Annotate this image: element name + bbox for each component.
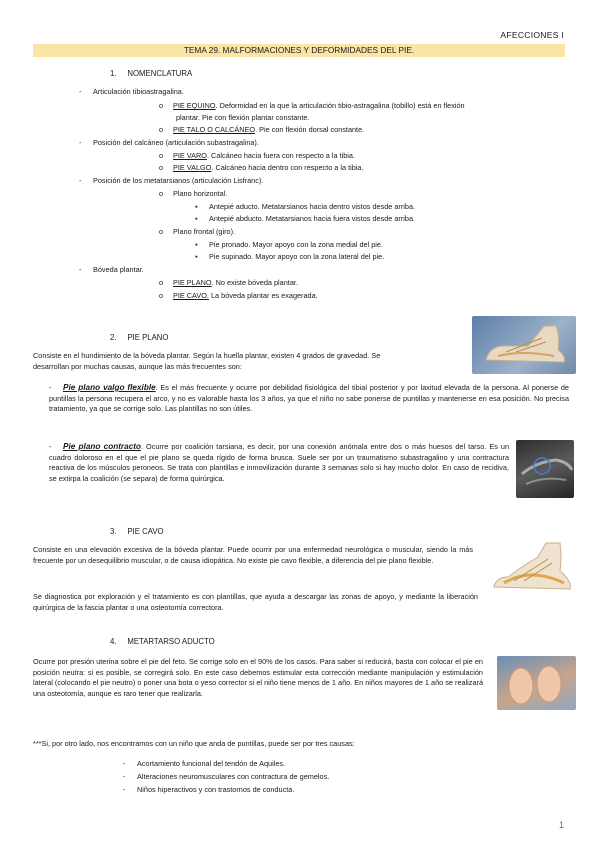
section-heading-pie-plano: 2. PIE PLANO [110, 333, 169, 342]
section-heading-pie-cavo: 3. PIE CAVO [110, 527, 164, 536]
list-item: o PIE CAVO. La bóveda plantar es exagerada. [159, 291, 318, 300]
dash-bullet-icon: - [79, 265, 82, 274]
list-item-continuation: plantar. Pie con flexión plantar constante. [176, 113, 310, 122]
dash-bullet-icon: - [49, 442, 52, 451]
list-item: o PIE TALO O CALCÁNEO. Pie con flexión dorsal constante. [159, 125, 365, 134]
dash-bullet-icon: - [123, 759, 126, 768]
circle-bullet-icon: o [159, 125, 164, 134]
list-item: o PIE VARO. Calcáneo hacia fuera con respecto a la tibia. [159, 151, 355, 160]
list-item: ▪ Antepié aducto. Metatarsianos hacia dentro vistos desde arriba. [195, 202, 416, 211]
running-header: AFECCIONES I [500, 30, 564, 40]
section-heading-nomenclatura: 1. NOMENCLATURA [110, 69, 193, 78]
list-item: - Acortamiento funcional del tendón de Aquiles. [123, 759, 286, 768]
list-item: - Posición de los metatarsianos (articulación Lisfranc). [79, 176, 264, 185]
circle-bullet-icon: o [159, 189, 164, 198]
list-item: ▪ Antepié abducto. Metatarsianos hacia fuera vistos desde arriba. [195, 214, 416, 223]
dash-bullet-icon: - [49, 383, 52, 392]
list-item: - Niños hiperactivos y con trastornos de conducta. [123, 785, 295, 794]
square-bullet-icon: ▪ [195, 252, 198, 261]
square-bullet-icon: ▪ [195, 240, 198, 249]
paragraph: Se diagnostica por exploración y el tratamiento es con plantillas, que ayuda a descargar las zonas de apoyo, y mediante la liberación quirúrgica de la fascia plantar o una osteotomía correctora. [33, 592, 478, 612]
list-item: ▪ Pie supinado. Mayor apoyo con la zona lateral del pie. [195, 252, 385, 261]
circle-bullet-icon: o [159, 163, 164, 172]
circle-bullet-icon: o [159, 291, 164, 300]
square-bullet-icon: ▪ [195, 202, 198, 211]
paragraph: Consiste en una elevación excesiva de la bóveda plantar. Puede ocurrir por una enfermedad neurológica o muscular, siendo la más frecuente por un desequilibrio muscular, o de causa idiopática. No existe pie cavo flexible, a diferencia del pie plano flexible. [33, 545, 473, 565]
square-bullet-icon: ▪ [195, 214, 198, 223]
list-item: o PIE EQUINO. Deformidad en la que la articulación tibio-astragalina (tobillo) está en flexión [159, 101, 465, 110]
list-item: - Articulación tibioastragalina. [79, 87, 184, 96]
list-item: - Bóveda plantar. [79, 265, 144, 274]
circle-bullet-icon: o [159, 151, 164, 160]
dash-bullet-icon: - [79, 138, 82, 147]
high-arch-foot-image [490, 537, 576, 599]
list-item: - Alteraciones neuromusculares con contractura de gemelos. [123, 772, 330, 781]
list-item: ▪ Pie pronado. Mayor apoyo con la zona medial del pie. [195, 240, 384, 249]
circle-bullet-icon: o [159, 227, 164, 236]
dash-bullet-icon: - [79, 176, 82, 185]
list-item: o Plano horizontal. [159, 189, 228, 198]
page-title: TEMA 29. MALFORMACIONES Y DEFORMIDADES DEL PIE. [33, 44, 565, 57]
list-item: - Pie plano contracto. Ocurre por coalición tarsiana, es decir, por una conexión anómala entre dos o más huesos del tarso. Es un cuadro doloroso en el que el pie plano se queda rígido de forma brusca. Suele ser por un traumatismo subastragalino y una contractura reactiva de los músculos peroneos. Se trata con plantillas e inmovilización durante 3 semanas solo si hay mucho dolor. En caso de recidiva, se extirpa la coalición (se separa) de forma quirúrgica. [49, 442, 509, 484]
page-number: 1 [558, 819, 564, 830]
paragraph: Ocurre por presión uterina sobre el pie del feto. Se corrige solo en el 90% de los casos. Para saber si reducirá, basta con colocar el pie en posición neutra: si es posible, se corregirá solo. En este caso debemos estimular esta corrección mediante manipulación y estimulación lateral (colocando el pie neutro) o poner una bota o yeso corrector si el niño tiene menos de 1 año. En niños mayores de 1 año se realizará una osteotomía, aunque es raro tener que realizarla. [33, 657, 483, 698]
circle-bullet-icon: o [159, 101, 164, 110]
circle-bullet-icon: o [159, 278, 164, 287]
section-heading-metatarso-aducto: 4. METARTARSO ADUCTO [110, 637, 215, 646]
dash-bullet-icon: - [79, 87, 82, 96]
xray-image [516, 440, 574, 498]
list-item: - Posición del calcáneo (articulación subastragalina). [79, 138, 259, 147]
baby-feet-image [497, 656, 576, 710]
list-item: o PIE VALGO. Calcáneo hacia dentro con respecto a la tibia. [159, 163, 364, 172]
note-intro: ***Si, por otro lado, nos encontramos con un niño que anda de puntillas, puede ser por tres causas: [33, 739, 355, 748]
dash-bullet-icon: - [123, 772, 126, 781]
flat-foot-image [472, 316, 576, 374]
paragraph: Consiste en el hundimiento de la bóveda plantar. Según la huella plantar, existen 4 grados de gravedad. Se desarrollan por muchas causas, aunque las más frecuentes son: [33, 351, 381, 371]
dash-bullet-icon: - [123, 785, 126, 794]
list-item: o Plano frontal (giro). [159, 227, 236, 236]
list-item: - Pie plano valgo flexible. Es el más frecuente y ocurre por debilidad fisiológica del tibial posterior y por laxitud elevada de la persona. Al ponerse de puntillas la persona recupera el arco, y no es valorable hasta los 3 años, ya que el niño no sabe ponerse de puntillas y mantenerse en esa posición. No precisa tratamiento, ya que se corrige solo. Las plantillas no son útiles. [49, 383, 569, 414]
list-item: o PIE PLANO. No existe bóveda plantar. [159, 278, 298, 287]
